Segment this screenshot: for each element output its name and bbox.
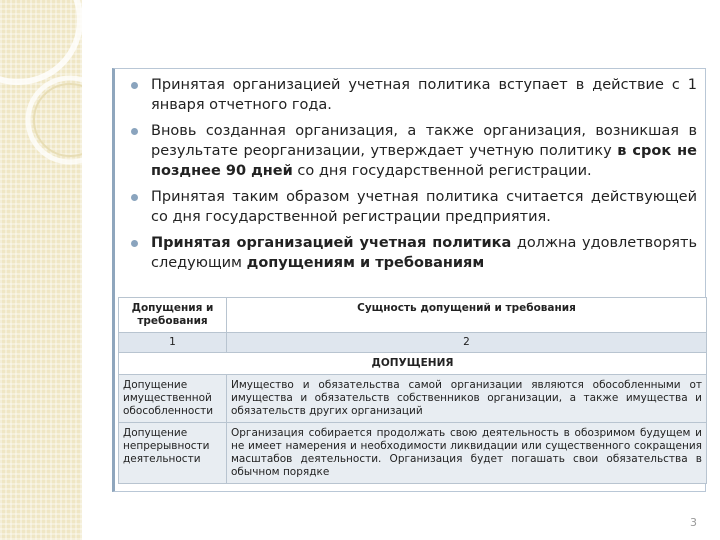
assumption-name: Допущение имущественной обособленности <box>119 375 227 423</box>
header-col-assumptions: Допущения и требования <box>119 298 227 333</box>
assumptions-table <box>118 297 707 484</box>
bullet-dot-icon <box>131 128 138 135</box>
bullet-text: Принятая организацией учетная политика вступает в действие с 1 января отчетного года. <box>151 77 697 113</box>
assumptions-table-container <box>118 297 706 484</box>
assumption-name: Допущение непрерывности деятельности <box>119 423 227 484</box>
bullet-text: со дня государственной регистрации. <box>292 163 592 179</box>
bullet-text: Вновь созданная организация, а также организация, возникшая в результате реорганизации, утверждает учетную политику <box>151 123 697 159</box>
assumption-description: Имущество и обязательства самой организации являются обособленными от имущества и обязательств собственников организации, а также имущества и обязательств других организаций <box>227 375 707 423</box>
decorative-circles <box>0 0 82 540</box>
bullet-item <box>115 187 705 227</box>
bullet-item <box>115 121 705 181</box>
bullet-text: должна удовлетворять следующим <box>151 235 697 271</box>
bullet-dot-icon <box>131 240 138 247</box>
bullet-item <box>115 233 705 273</box>
bullet-dot-icon <box>131 194 138 201</box>
bullet-list <box>115 75 705 279</box>
page-number: 3 <box>690 516 697 529</box>
table-section-row <box>119 353 707 375</box>
decorative-left-band <box>0 0 82 540</box>
bullet-text: Принятая таким образом учетная политика считается действующей со дня государственной регистрации предприятия. <box>151 189 697 225</box>
bullet-text-bold: в срок не позднее 90 дней <box>151 143 697 179</box>
table-header-row <box>119 298 707 333</box>
table-row <box>119 375 707 423</box>
table-number-row <box>119 333 707 353</box>
bullet-text-bold: Принятая организацией учетная политика <box>151 235 512 251</box>
bullet-text-bold: допущениям и требованиям <box>246 255 485 271</box>
section-title: ДОПУЩЕНИЯ <box>119 353 707 375</box>
table-row <box>119 423 707 484</box>
column-number-2: 2 <box>227 333 707 353</box>
column-number-1: 1 <box>119 333 227 353</box>
bullet-dot-icon <box>131 82 138 89</box>
assumption-description: Организация собирается продолжать свою деятельность в обозримом будущем и не имеет намерения и необходимости ликвидации или существенного сокращения масштабов деятельности. Организация будет погашать свои обязательства в обычном порядке <box>227 423 707 484</box>
header-col-essence: Сущность допущений и требования <box>227 298 707 333</box>
bullet-item <box>115 75 705 115</box>
